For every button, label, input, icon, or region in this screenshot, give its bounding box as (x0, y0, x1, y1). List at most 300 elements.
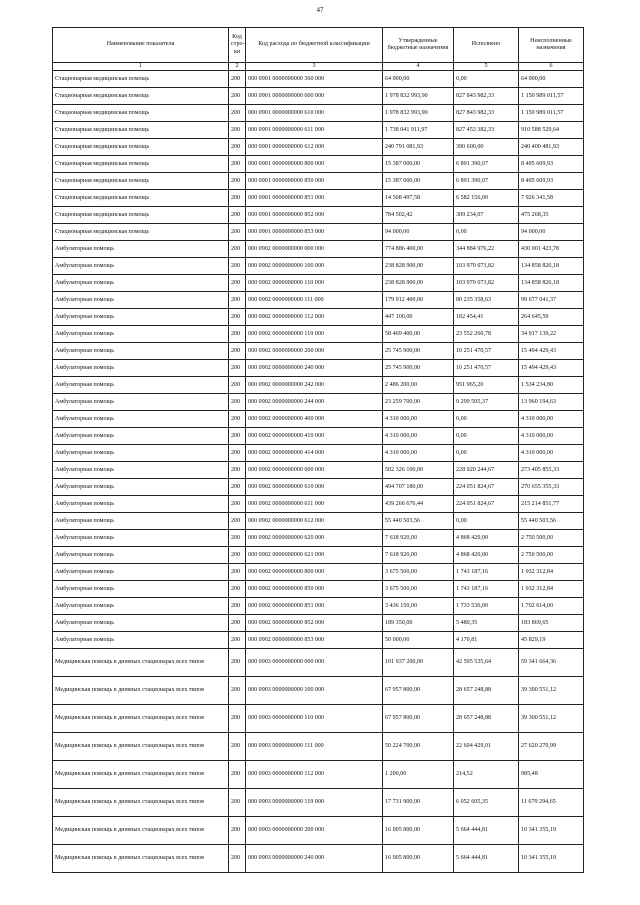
row-name: Стационарная медицинская помощь (53, 190, 229, 207)
row-name: Амбулаторная помощь (53, 598, 229, 615)
row-executed: 1 733 536,00 (454, 598, 519, 615)
row-line-code: 200 (229, 190, 246, 207)
row-executed: 0,00 (454, 71, 519, 88)
row-executed: 22 604 429,01 (454, 733, 519, 761)
table-row (53, 326, 584, 343)
table-header-row (53, 28, 584, 63)
row-expense-code: 000 0901 0000000000 611 000 (246, 122, 383, 139)
row-unexecuted: 27 620 270,99 (519, 733, 584, 761)
row-name: Амбулаторная помощь (53, 360, 229, 377)
row-unexecuted: 99 677 041,37 (519, 292, 584, 309)
column-number-row (53, 63, 584, 71)
row-unexecuted: 1 150 989 011,57 (519, 88, 584, 105)
row-unexecuted: 2 750 500,00 (519, 530, 584, 547)
row-approved: 94 000,00 (383, 224, 454, 241)
row-expense-code: 000 0901 0000000000 360 000 (246, 71, 383, 88)
row-name: Амбулаторная помощь (53, 258, 229, 275)
row-approved: 55 440 503,56 (383, 513, 454, 530)
row-unexecuted: 94 000,00 (519, 224, 584, 241)
row-executed: 0,00 (454, 411, 519, 428)
table-row (53, 343, 584, 360)
column-number: 6 (519, 63, 584, 71)
table-row (53, 275, 584, 292)
row-executed: 344 884 976,22 (454, 241, 519, 258)
row-approved: 1 200,00 (383, 761, 454, 789)
row-approved: 179 912 400,00 (383, 292, 454, 309)
row-executed: 309 234,07 (454, 207, 519, 224)
row-expense-code: 000 0902 0000000000 200 000 (246, 343, 383, 360)
header-expense-code: Код расхода по бюджетной классификации (246, 28, 383, 63)
row-approved: 67 957 800,00 (383, 677, 454, 705)
row-approved: 15 387 000,00 (383, 173, 454, 190)
row-expense-code: 000 0901 0000000000 852 000 (246, 207, 383, 224)
row-name: Амбулаторная помощь (53, 292, 229, 309)
row-approved: 502 326 100,00 (383, 462, 454, 479)
table-row (53, 581, 584, 598)
row-name: Стационарная медицинская помощь (53, 224, 229, 241)
row-approved: 3 675 500,00 (383, 581, 454, 598)
row-line-code: 200 (229, 789, 246, 817)
row-expense-code: 000 0902 0000000000 111 000 (246, 292, 383, 309)
row-line-code: 200 (229, 173, 246, 190)
row-unexecuted: 985,48 (519, 761, 584, 789)
row-executed: 6 891 390,07 (454, 156, 519, 173)
row-approved: 50 000,00 (383, 632, 454, 649)
row-approved: 23 259 700,00 (383, 394, 454, 411)
header-approved: Утвержденные бюджетные назначения (383, 28, 454, 63)
row-line-code: 200 (229, 817, 246, 845)
row-unexecuted: 34 917 139,22 (519, 326, 584, 343)
row-executed: 5 664 444,81 (454, 845, 519, 873)
row-approved: 439 266 676,44 (383, 496, 454, 513)
row-name: Амбулаторная помощь (53, 513, 229, 530)
column-number: 1 (53, 63, 229, 71)
row-expense-code: 000 0902 0000000000 240 000 (246, 360, 383, 377)
row-name: Амбулаторная помощь (53, 411, 229, 428)
table-row (53, 677, 584, 705)
row-executed: 80 235 358,63 (454, 292, 519, 309)
table-row (53, 632, 584, 649)
row-line-code: 200 (229, 207, 246, 224)
row-name: Медицинская помощь в дневных стационарах всех типов (53, 817, 229, 845)
row-expense-code: 000 0902 0000000000 611 000 (246, 496, 383, 513)
table-row (53, 71, 584, 88)
row-approved: 64 000,00 (383, 71, 454, 88)
row-executed: 103 970 073,82 (454, 275, 519, 292)
row-name: Амбулаторная помощь (53, 530, 229, 547)
row-expense-code: 000 0901 0000000000 600 000 (246, 88, 383, 105)
row-name: Медицинская помощь в дневных стационарах всех типов (53, 789, 229, 817)
row-line-code: 200 (229, 761, 246, 789)
row-unexecuted: 8 495 609,93 (519, 173, 584, 190)
row-unexecuted: 134 858 826,18 (519, 258, 584, 275)
row-approved: 7 618 920,00 (383, 547, 454, 564)
row-expense-code: 000 0902 0000000000 400 000 (246, 411, 383, 428)
header-line-code: Код стро-ки (229, 28, 246, 63)
row-approved: 4 310 000,00 (383, 428, 454, 445)
column-number: 4 (383, 63, 454, 71)
row-name: Стационарная медицинская помощь (53, 207, 229, 224)
row-name: Стационарная медицинская помощь (53, 173, 229, 190)
row-approved: 3 436 150,00 (383, 598, 454, 615)
row-line-code: 200 (229, 122, 246, 139)
row-line-code: 200 (229, 326, 246, 343)
row-name: Стационарная медицинская помощь (53, 88, 229, 105)
row-name: Амбулаторная помощь (53, 615, 229, 632)
row-unexecuted: 430 001 423,78 (519, 241, 584, 258)
row-approved: 15 387 000,00 (383, 156, 454, 173)
row-approved: 4 310 000,00 (383, 445, 454, 462)
row-expense-code: 000 0903 0000000000 000 000 (246, 649, 383, 677)
row-unexecuted: 273 405 855,33 (519, 462, 584, 479)
row-executed: 28 657 248,88 (454, 677, 519, 705)
row-executed: 827 453 382,33 (454, 122, 519, 139)
row-executed: 224 051 824,67 (454, 496, 519, 513)
header-name: Наименование показателя (53, 28, 229, 63)
row-name: Медицинская помощь в дневных стационарах всех типов (53, 845, 229, 873)
row-expense-code: 000 0902 0000000000 612 000 (246, 513, 383, 530)
table-row (53, 564, 584, 581)
table-row (53, 479, 584, 496)
table-row (53, 496, 584, 513)
row-unexecuted: 264 645,59 (519, 309, 584, 326)
row-executed: 827 843 982,33 (454, 105, 519, 122)
table-row (53, 360, 584, 377)
row-name: Амбулаторная помощь (53, 343, 229, 360)
row-expense-code: 000 0902 0000000000 610 000 (246, 479, 383, 496)
row-approved: 14 508 497,58 (383, 190, 454, 207)
table-row (53, 761, 584, 789)
row-executed: 6 582 156,00 (454, 190, 519, 207)
table-row (53, 705, 584, 733)
row-line-code: 200 (229, 733, 246, 761)
row-line-code: 200 (229, 598, 246, 615)
row-unexecuted: 1 150 989 011,57 (519, 105, 584, 122)
row-executed: 28 657 248,88 (454, 705, 519, 733)
table-row (53, 139, 584, 156)
row-line-code: 200 (229, 677, 246, 705)
row-line-code: 200 (229, 547, 246, 564)
row-name: Стационарная медицинская помощь (53, 105, 229, 122)
row-expense-code: 000 0902 0000000000 414 000 (246, 445, 383, 462)
row-name: Амбулаторная помощь (53, 564, 229, 581)
row-unexecuted: 39 300 551,12 (519, 677, 584, 705)
row-approved: 17 731 900,00 (383, 789, 454, 817)
table-row (53, 292, 584, 309)
row-expense-code: 000 0902 0000000000 850 000 (246, 581, 383, 598)
row-approved: 101 937 200,00 (383, 649, 454, 677)
table-row (53, 309, 584, 326)
row-unexecuted: 240 400 481,93 (519, 139, 584, 156)
row-approved: 1 738 041 911,97 (383, 122, 454, 139)
row-approved: 25 745 900,00 (383, 343, 454, 360)
row-approved: 1 978 832 993,90 (383, 88, 454, 105)
row-executed: 10 251 470,57 (454, 360, 519, 377)
row-unexecuted: 59 341 664,36 (519, 649, 584, 677)
row-name: Медицинская помощь в дневных стационарах всех типов (53, 705, 229, 733)
row-name: Амбулаторная помощь (53, 394, 229, 411)
row-line-code: 200 (229, 513, 246, 530)
row-name: Амбулаторная помощь (53, 496, 229, 513)
row-line-code: 200 (229, 496, 246, 513)
row-executed: 5 480,35 (454, 615, 519, 632)
row-unexecuted: 39 300 551,12 (519, 705, 584, 733)
row-executed: 0,00 (454, 445, 519, 462)
table-row (53, 462, 584, 479)
row-approved: 2 486 200,00 (383, 377, 454, 394)
row-line-code: 200 (229, 309, 246, 326)
row-unexecuted: 270 655 355,33 (519, 479, 584, 496)
row-line-code: 200 (229, 615, 246, 632)
row-executed: 0,00 (454, 224, 519, 241)
table-row (53, 224, 584, 241)
row-line-code: 200 (229, 845, 246, 873)
row-executed: 1 743 187,16 (454, 581, 519, 598)
row-expense-code: 000 0902 0000000000 110 000 (246, 275, 383, 292)
row-line-code: 200 (229, 360, 246, 377)
row-expense-code: 000 0902 0000000000 620 000 (246, 530, 383, 547)
row-executed: 224 051 824,67 (454, 479, 519, 496)
row-executed: 23 552 260,78 (454, 326, 519, 343)
row-unexecuted: 910 588 529,64 (519, 122, 584, 139)
column-number: 5 (454, 63, 519, 71)
table-row (53, 394, 584, 411)
budget-execution-table (52, 27, 584, 873)
row-name: Медицинская помощь в дневных стационарах всех типов (53, 761, 229, 789)
row-unexecuted: 11 679 294,65 (519, 789, 584, 817)
row-expense-code: 000 0902 0000000000 853 000 (246, 632, 383, 649)
row-unexecuted: 2 750 500,00 (519, 547, 584, 564)
row-name: Амбулаторная помощь (53, 326, 229, 343)
row-expense-code: 000 0902 0000000000 852 000 (246, 615, 383, 632)
row-name: Амбулаторная помощь (53, 241, 229, 258)
row-expense-code: 000 0901 0000000000 851 000 (246, 190, 383, 207)
row-executed: 1 743 187,16 (454, 564, 519, 581)
table-row (53, 207, 584, 224)
row-name: Амбулаторная помощь (53, 309, 229, 326)
row-expense-code: 000 0902 0000000000 000 000 (246, 241, 383, 258)
row-expense-code: 000 0903 0000000000 119 000 (246, 789, 383, 817)
row-executed: 4 868 420,00 (454, 530, 519, 547)
row-line-code: 200 (229, 241, 246, 258)
table-row (53, 241, 584, 258)
row-unexecuted: 4 310 000,00 (519, 411, 584, 428)
row-expense-code: 000 0902 0000000000 112 000 (246, 309, 383, 326)
row-line-code: 200 (229, 139, 246, 156)
row-approved: 7 618 920,00 (383, 530, 454, 547)
table-row (53, 513, 584, 530)
row-expense-code: 000 0902 0000000000 600 000 (246, 462, 383, 479)
column-number: 3 (246, 63, 383, 71)
row-expense-code: 000 0903 0000000000 111 000 (246, 733, 383, 761)
row-executed: 214,52 (454, 761, 519, 789)
table-row (53, 173, 584, 190)
table-row (53, 649, 584, 677)
table-row (53, 258, 584, 275)
row-expense-code: 000 0903 0000000000 110 000 (246, 705, 383, 733)
row-line-code: 200 (229, 292, 246, 309)
row-expense-code: 000 0901 0000000000 612 000 (246, 139, 383, 156)
row-expense-code: 000 0901 0000000000 853 000 (246, 224, 383, 241)
row-approved: 238 828 900,00 (383, 275, 454, 292)
row-approved: 447 100,00 (383, 309, 454, 326)
row-executed: 951 965,20 (454, 377, 519, 394)
table-row (53, 88, 584, 105)
row-name: Медицинская помощь в дневных стационарах всех типов (53, 733, 229, 761)
row-line-code: 200 (229, 377, 246, 394)
row-name: Амбулаторная помощь (53, 632, 229, 649)
row-line-code: 200 (229, 88, 246, 105)
row-line-code: 200 (229, 581, 246, 598)
row-expense-code: 000 0903 0000000000 112 000 (246, 761, 383, 789)
row-name: Амбулаторная помощь (53, 275, 229, 292)
row-line-code: 200 (229, 479, 246, 496)
row-approved: 16 005 800,00 (383, 817, 454, 845)
row-line-code: 200 (229, 462, 246, 479)
table-row (53, 530, 584, 547)
table-row (53, 547, 584, 564)
row-unexecuted: 215 214 851,77 (519, 496, 584, 513)
row-approved: 494 707 180,00 (383, 479, 454, 496)
row-expense-code: 000 0902 0000000000 100 000 (246, 258, 383, 275)
table-row (53, 615, 584, 632)
row-name: Медицинская помощь в дневных стационарах всех типов (53, 649, 229, 677)
row-expense-code: 000 0901 0000000000 610 000 (246, 105, 383, 122)
row-approved: 189 350,00 (383, 615, 454, 632)
row-executed: 103 970 073,82 (454, 258, 519, 275)
header-executed: Исполнено (454, 28, 519, 63)
table-row (53, 428, 584, 445)
table-row (53, 377, 584, 394)
row-line-code: 200 (229, 632, 246, 649)
table-row (53, 156, 584, 173)
row-line-code: 200 (229, 343, 246, 360)
row-executed: 4 170,81 (454, 632, 519, 649)
table-body (53, 71, 584, 873)
row-expense-code: 000 0902 0000000000 621 000 (246, 547, 383, 564)
row-unexecuted: 4 310 000,00 (519, 445, 584, 462)
row-executed: 182 454,41 (454, 309, 519, 326)
row-approved: 240 791 081,93 (383, 139, 454, 156)
row-unexecuted: 1 534 234,80 (519, 377, 584, 394)
row-line-code: 200 (229, 649, 246, 677)
row-line-code: 200 (229, 258, 246, 275)
row-line-code: 200 (229, 105, 246, 122)
row-name: Амбулаторная помощь (53, 479, 229, 496)
row-name: Стационарная медицинская помощь (53, 156, 229, 173)
row-expense-code: 000 0902 0000000000 410 000 (246, 428, 383, 445)
row-executed: 5 664 444,81 (454, 817, 519, 845)
row-unexecuted: 55 440 503,56 (519, 513, 584, 530)
row-line-code: 200 (229, 530, 246, 547)
row-approved: 50 224 700,00 (383, 733, 454, 761)
row-unexecuted: 183 869,65 (519, 615, 584, 632)
row-unexecuted: 10 341 355,19 (519, 845, 584, 873)
row-unexecuted: 475 268,35 (519, 207, 584, 224)
row-unexecuted: 10 341 355,19 (519, 817, 584, 845)
row-executed: 9 299 505,37 (454, 394, 519, 411)
table-row (53, 845, 584, 873)
row-approved: 3 675 500,00 (383, 564, 454, 581)
row-expense-code: 000 0902 0000000000 800 000 (246, 564, 383, 581)
row-line-code: 200 (229, 275, 246, 292)
row-expense-code: 000 0902 0000000000 244 000 (246, 394, 383, 411)
row-expense-code: 000 0903 0000000000 100 000 (246, 677, 383, 705)
row-executed: 827 843 982,33 (454, 88, 519, 105)
row-unexecuted: 1 932 312,84 (519, 581, 584, 598)
row-name: Стационарная медицинская помощь (53, 122, 229, 139)
row-executed: 390 600,00 (454, 139, 519, 156)
row-unexecuted: 134 858 826,18 (519, 275, 584, 292)
row-approved: 58 469 400,00 (383, 326, 454, 343)
table-row (53, 817, 584, 845)
row-approved: 16 005 800,00 (383, 845, 454, 873)
row-line-code: 200 (229, 705, 246, 733)
row-name: Амбулаторная помощь (53, 445, 229, 462)
row-line-code: 200 (229, 564, 246, 581)
row-unexecuted: 64 000,00 (519, 71, 584, 88)
row-expense-code: 000 0902 0000000000 851 000 (246, 598, 383, 615)
row-approved: 238 828 900,00 (383, 258, 454, 275)
row-unexecuted: 1 702 614,00 (519, 598, 584, 615)
row-name: Амбулаторная помощь (53, 428, 229, 445)
row-line-code: 200 (229, 224, 246, 241)
row-approved: 4 310 000,00 (383, 411, 454, 428)
header-unexecuted: Неисполненные назначения (519, 28, 584, 63)
row-approved: 67 957 800,00 (383, 705, 454, 733)
row-unexecuted: 1 932 312,84 (519, 564, 584, 581)
table-row (53, 190, 584, 207)
table-row (53, 411, 584, 428)
row-approved: 25 745 900,00 (383, 360, 454, 377)
row-name: Амбулаторная помощь (53, 377, 229, 394)
row-unexecuted: 15 494 429,43 (519, 360, 584, 377)
row-executed: 6 052 605,35 (454, 789, 519, 817)
row-line-code: 200 (229, 394, 246, 411)
row-executed: 6 891 390,07 (454, 173, 519, 190)
row-unexecuted: 8 495 609,93 (519, 156, 584, 173)
row-expense-code: 000 0902 0000000000 242 000 (246, 377, 383, 394)
row-expense-code: 000 0902 0000000000 119 000 (246, 326, 383, 343)
row-approved: 1 978 832 993,90 (383, 105, 454, 122)
row-expense-code: 000 0901 0000000000 850 000 (246, 173, 383, 190)
row-executed: 0,00 (454, 513, 519, 530)
row-approved: 774 886 400,00 (383, 241, 454, 258)
page-number: 47 (316, 6, 324, 14)
row-line-code: 200 (229, 445, 246, 462)
row-line-code: 200 (229, 428, 246, 445)
table-row (53, 598, 584, 615)
row-executed: 4 868 420,00 (454, 547, 519, 564)
row-name: Амбулаторная помощь (53, 581, 229, 598)
row-executed: 10 251 470,57 (454, 343, 519, 360)
row-line-code: 200 (229, 411, 246, 428)
row-executed: 0,00 (454, 428, 519, 445)
row-executed: 42 595 535,64 (454, 649, 519, 677)
row-name: Амбулаторная помощь (53, 462, 229, 479)
table-row (53, 105, 584, 122)
row-name: Стационарная медицинская помощь (53, 71, 229, 88)
row-unexecuted: 13 960 194,63 (519, 394, 584, 411)
row-approved: 784 502,42 (383, 207, 454, 224)
row-executed: 228 920 244,67 (454, 462, 519, 479)
table-row (53, 122, 584, 139)
row-unexecuted: 15 494 429,43 (519, 343, 584, 360)
row-name: Амбулаторная помощь (53, 547, 229, 564)
row-expense-code: 000 0903 0000000000 240 000 (246, 845, 383, 873)
table-row (53, 789, 584, 817)
table-row (53, 733, 584, 761)
